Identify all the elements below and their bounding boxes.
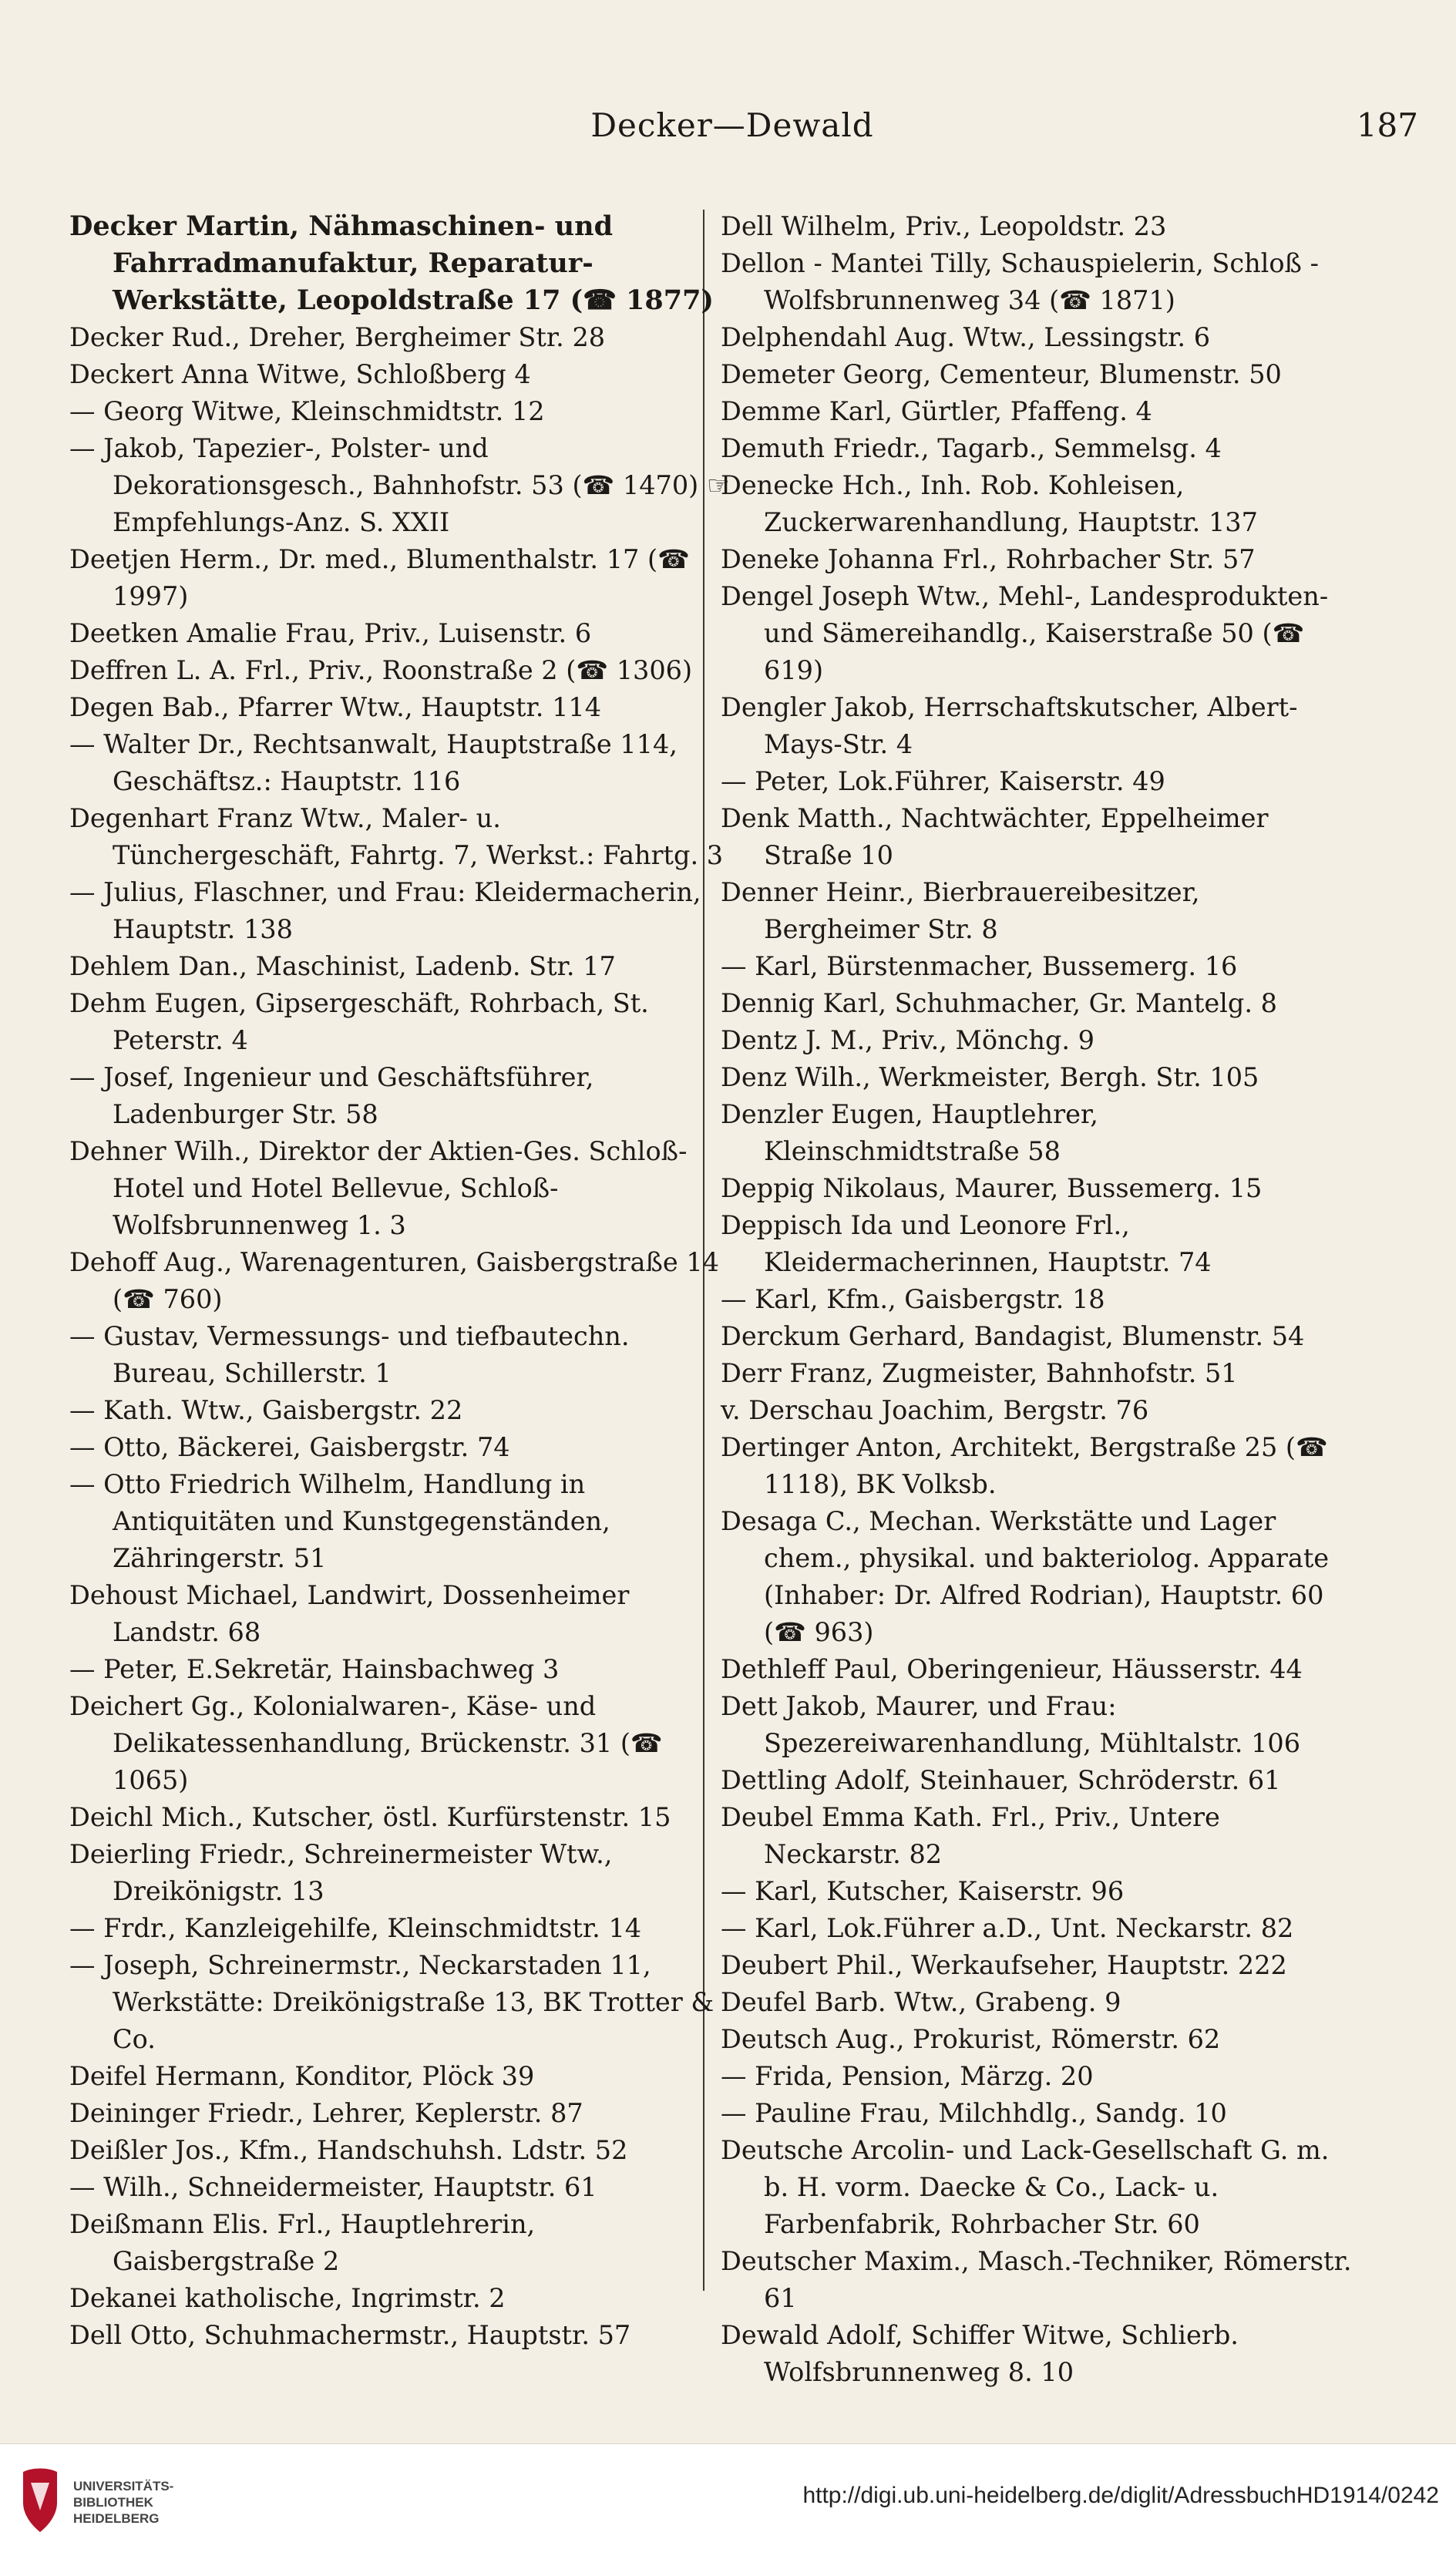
- directory-entry: Denz Wilh., Werkmeister, Bergh. Str. 105: [721, 1062, 1259, 1092]
- directory-entry: — Peter, Lok.Führer, Kaiserstr. 49: [721, 766, 1165, 796]
- directory-entry: Deifel Hermann, Konditor, Plöck 39: [69, 2061, 535, 2091]
- directory-entry: Dekanei katholische, Ingrimstr. 2: [69, 2283, 506, 2313]
- directory-entry: Deißler Jos., Kfm., Handschuhsh. Ldstr. 52: [69, 2135, 628, 2165]
- directory-entry: Desaga C., Mechan. Werkstätte und Lager chem., physikal. und bakteriolog. Apparate (Inhaber: Dr. Alfred Rodrian), Hauptstr. 60 (☎ 963): [721, 1506, 1330, 1647]
- directory-entry: Deetjen Herm., Dr. med., Blumenthalstr. 17 (☎ 1997): [69, 544, 690, 611]
- directory-entry: — Georg Witwe, Kleinschmidtstr. 12: [69, 396, 545, 426]
- directory-entry: Dehlem Dan., Maschinist, Ladenb. Str. 17: [69, 951, 616, 981]
- directory-entry: Deininger Friedr., Lehrer, Keplerstr. 87: [69, 2098, 583, 2128]
- directory-entry: Dewald Adolf, Schiffer Witwe, Schlierb. Wolfsbrunnenweg 8. 10: [721, 2320, 1239, 2387]
- directory-entry: Dentz J. M., Priv., Mönchg. 9: [721, 1025, 1095, 1055]
- directory-entry: Deetken Amalie Frau, Priv., Luisenstr. 6: [69, 618, 592, 648]
- directory-entry: Derr Franz, Zugmeister, Bahnhofstr. 51: [721, 1358, 1238, 1388]
- directory-entry: Denk Matth., Nachtwächter, Eppelheimer Straße 10: [721, 803, 1269, 870]
- directory-entry: Demme Karl, Gürtler, Pfaffeng. 4: [721, 396, 1152, 426]
- source-url-link[interactable]: http://digi.ub.uni-heidelberg.de/diglit/AdressbuchHD1914/0242: [802, 2483, 1439, 2508]
- directory-entry: — Pauline Frau, Milchhdlg., Sandg. 10: [721, 2098, 1227, 2128]
- directory-entry: — Karl, Kfm., Gaisbergstr. 18: [721, 1284, 1105, 1314]
- right-column: [721, 208, 1360, 2391]
- directory-entry: Deutsch Aug., Prokurist, Römerstr. 62: [721, 2024, 1221, 2054]
- directory-entry: Decker Rud., Dreher, Bergheimer Str. 28: [69, 322, 606, 352]
- directory-entry: — Karl, Lok.Führer a.D., Unt. Neckarstr. 82: [721, 1913, 1294, 1943]
- directory-entry: — Frdr., Kanzleigehilfe, Kleinschmidtstr. 14: [69, 1913, 642, 1943]
- directory-entry: Deutsche Arcolin- und Lack-Gesellschaft G. m. b. H. vorm. Daecke & Co., Lack- u. Farbenfabrik, Rohrbacher Str. 60: [721, 2135, 1330, 2239]
- directory-entry: Deneke Johanna Frl., Rohrbacher Str. 57: [721, 544, 1256, 574]
- directory-entry: — Karl, Kutscher, Kaiserstr. 96: [721, 1876, 1125, 1906]
- directory-entry: Dengler Jakob, Herrschaftskutscher, Albert-Mays-Str. 4: [721, 692, 1298, 759]
- directory-entry: Deißmann Elis. Frl., Hauptlehrerin, Gaisbergstraße 2: [69, 2209, 536, 2276]
- directory-entry: Deufel Barb. Wtw., Grabeng. 9: [721, 1987, 1121, 2017]
- library-name: UNIVERSITÄTS- BIBLIOTHEK HEIDELBERG: [73, 2479, 174, 2526]
- directory-entry: — Otto, Bäckerei, Gaisbergstr. 74: [69, 1432, 510, 1462]
- directory-entry: — Julius, Flaschner, und Frau: Kleidermacherin, Hauptstr. 138: [69, 877, 701, 944]
- directory-entry: Decker Martin, Nähmaschinen- und Fahrradmanufaktur, Reparatur-Werkstätte, Leopoldstraße 17 (☎ 1877): [69, 210, 714, 316]
- directory-entry: Demuth Friedr., Tagarb., Semmelsg. 4: [721, 433, 1222, 463]
- directory-entry: Dertinger Anton, Architekt, Bergstraße 25 (☎ 1118), BK Volksb.: [721, 1432, 1328, 1499]
- directory-entry: v. Derschau Joachim, Bergstr. 76: [721, 1395, 1149, 1425]
- directory-entry: — Peter, E.Sekretär, Hainsbachweg 3: [69, 1654, 560, 1684]
- directory-entry: — Joseph, Schreinermstr., Neckarstaden 11, Werkstätte: Dreikönigstraße 13, BK Trotter & Co.: [69, 1950, 715, 2054]
- running-title: Decker—Dewald: [590, 106, 874, 144]
- directory-entry: Dethleff Paul, Oberingenieur, Häusserstr. 44: [721, 1654, 1303, 1684]
- directory-entry: Dell Wilhelm, Priv., Leopoldstr. 23: [721, 211, 1167, 241]
- directory-entry: — Jakob, Tapezier-, Polster- und Dekorationsgesch., Bahnhofstr. 53 (☎ 1470) ☞ Empfehlungs-Anz. S. XXII: [69, 433, 730, 537]
- directory-entry: — Frida, Pension, Märzg. 20: [721, 2061, 1094, 2091]
- directory-entry: Delphendahl Aug. Wtw., Lessingstr. 6: [721, 322, 1211, 352]
- directory-entry: Dellon - Mantei Tilly, Schauspielerin, Schloß - Wolfsbrunnenweg 34 (☎ 1871): [721, 248, 1319, 315]
- directory-entry: Deckert Anna Witwe, Schloßberg 4: [69, 359, 531, 389]
- directory-entry: — Walter Dr., Rechtsanwalt, Hauptstraße 114, Geschäftsz.: Hauptstr. 116: [69, 729, 678, 796]
- directory-entry: Dett Jakob, Maurer, und Frau: Spezereiwarenhandlung, Mühltalstr. 106: [721, 1691, 1301, 1758]
- directory-entry: Dettling Adolf, Steinhauer, Schröderstr. 61: [721, 1765, 1281, 1795]
- page-number: 187: [1356, 106, 1418, 144]
- directory-entry: — Karl, Bürstenmacher, Bussemerg. 16: [721, 951, 1238, 981]
- directory-entry: — Josef, Ingenieur und Geschäftsführer, Ladenburger Str. 58: [69, 1062, 594, 1129]
- directory-entry: Dell Otto, Schuhmachermstr., Hauptstr. 57: [69, 2320, 631, 2350]
- directory-entry: Dennig Karl, Schuhmacher, Gr. Mantelg. 8: [721, 988, 1277, 1018]
- directory-entry: Denner Heinr., Bierbrauereibesitzer, Bergheimer Str. 8: [721, 877, 1200, 944]
- directory-entry: Deierling Friedr., Schreinermeister Wtw., Dreikönigstr. 13: [69, 1839, 613, 1906]
- directory-entry: Denecke Hch., Inh. Rob. Kohleisen, Zuckerwarenhandlung, Hauptstr. 137: [721, 470, 1258, 537]
- directory-entry: Deppisch Ida und Leonore Frl., Kleidermacherinnen, Hauptstr. 74: [721, 1210, 1212, 1277]
- directory-entry: — Otto Friedrich Wilhelm, Handlung in Antiquitäten und Kunstgegenständen, Zähringerstr. 51: [69, 1469, 610, 1573]
- directory-entry: Degen Bab., Pfarrer Wtw., Hauptstr. 114: [69, 692, 602, 722]
- directory-entry: Dehoff Aug., Warenagenturen, Gaisbergstraße 14 (☎ 760): [69, 1247, 719, 1314]
- left-column: [69, 208, 732, 2354]
- directory-entry: Deubert Phil., Werkaufseher, Hauptstr. 222: [721, 1950, 1287, 1980]
- page-header: [46, 106, 1418, 168]
- university-logo-icon: [17, 2464, 63, 2538]
- directory-entry: — Wilh., Schneidermeister, Hauptstr. 61: [69, 2172, 597, 2202]
- directory-entry: Degenhart Franz Wtw., Maler- u. Tünchergeschäft, Fahrtg. 7, Werkst.: Fahrtg. 3: [69, 803, 724, 870]
- directory-entry: Dehner Wilh., Direktor der Aktien-Ges. Schloß-Hotel und Hotel Bellevue, Schloß-Wolfsbrunnenweg 1. 3: [69, 1136, 688, 1240]
- directory-entry: Derckum Gerhard, Bandagist, Blumenstr. 54: [721, 1321, 1305, 1351]
- directory-entry: Deubel Emma Kath. Frl., Priv., Untere Neckarstr. 82: [721, 1802, 1220, 1869]
- directory-entry: Dehoust Michael, Landwirt, Dossenheimer Landstr. 68: [69, 1580, 630, 1647]
- directory-entry: Deppig Nikolaus, Maurer, Bussemerg. 15: [721, 1173, 1263, 1203]
- directory-entry: Deffren L. A. Frl., Priv., Roonstraße 2 (☎ 1306): [69, 655, 693, 685]
- directory-entry: — Gustav, Vermessungs- und tiefbautechn. Bureau, Schillerstr. 1: [69, 1321, 630, 1388]
- directory-entry: Denzler Eugen, Hauptlehrer, Kleinschmidtstraße 58: [721, 1099, 1098, 1166]
- directory-entry: Dengel Joseph Wtw., Mehl-, Landesprodukten- und Sämereihandlg., Kaiserstraße 50 (☎ 619): [721, 581, 1329, 685]
- directory-entry: Demeter Georg, Cementeur, Blumenstr. 50: [721, 359, 1282, 389]
- page-footer: [0, 2443, 1456, 2559]
- directory-entry: Dehm Eugen, Gipsergeschäft, Rohrbach, St. Peterstr. 4: [69, 988, 649, 1055]
- directory-entry: Deutscher Maxim., Masch.-Techniker, Römerstr. 61: [721, 2246, 1352, 2313]
- directory-entry: Deichl Mich., Kutscher, östl. Kurfürstenstr. 15: [69, 1802, 671, 1832]
- directory-entry: — Kath. Wtw., Gaisbergstr. 22: [69, 1395, 463, 1425]
- directory-entry: Deichert Gg., Kolonialwaren-, Käse- und Delikatessenhandlung, Brückenstr. 31 (☎ 1065): [69, 1691, 663, 1795]
